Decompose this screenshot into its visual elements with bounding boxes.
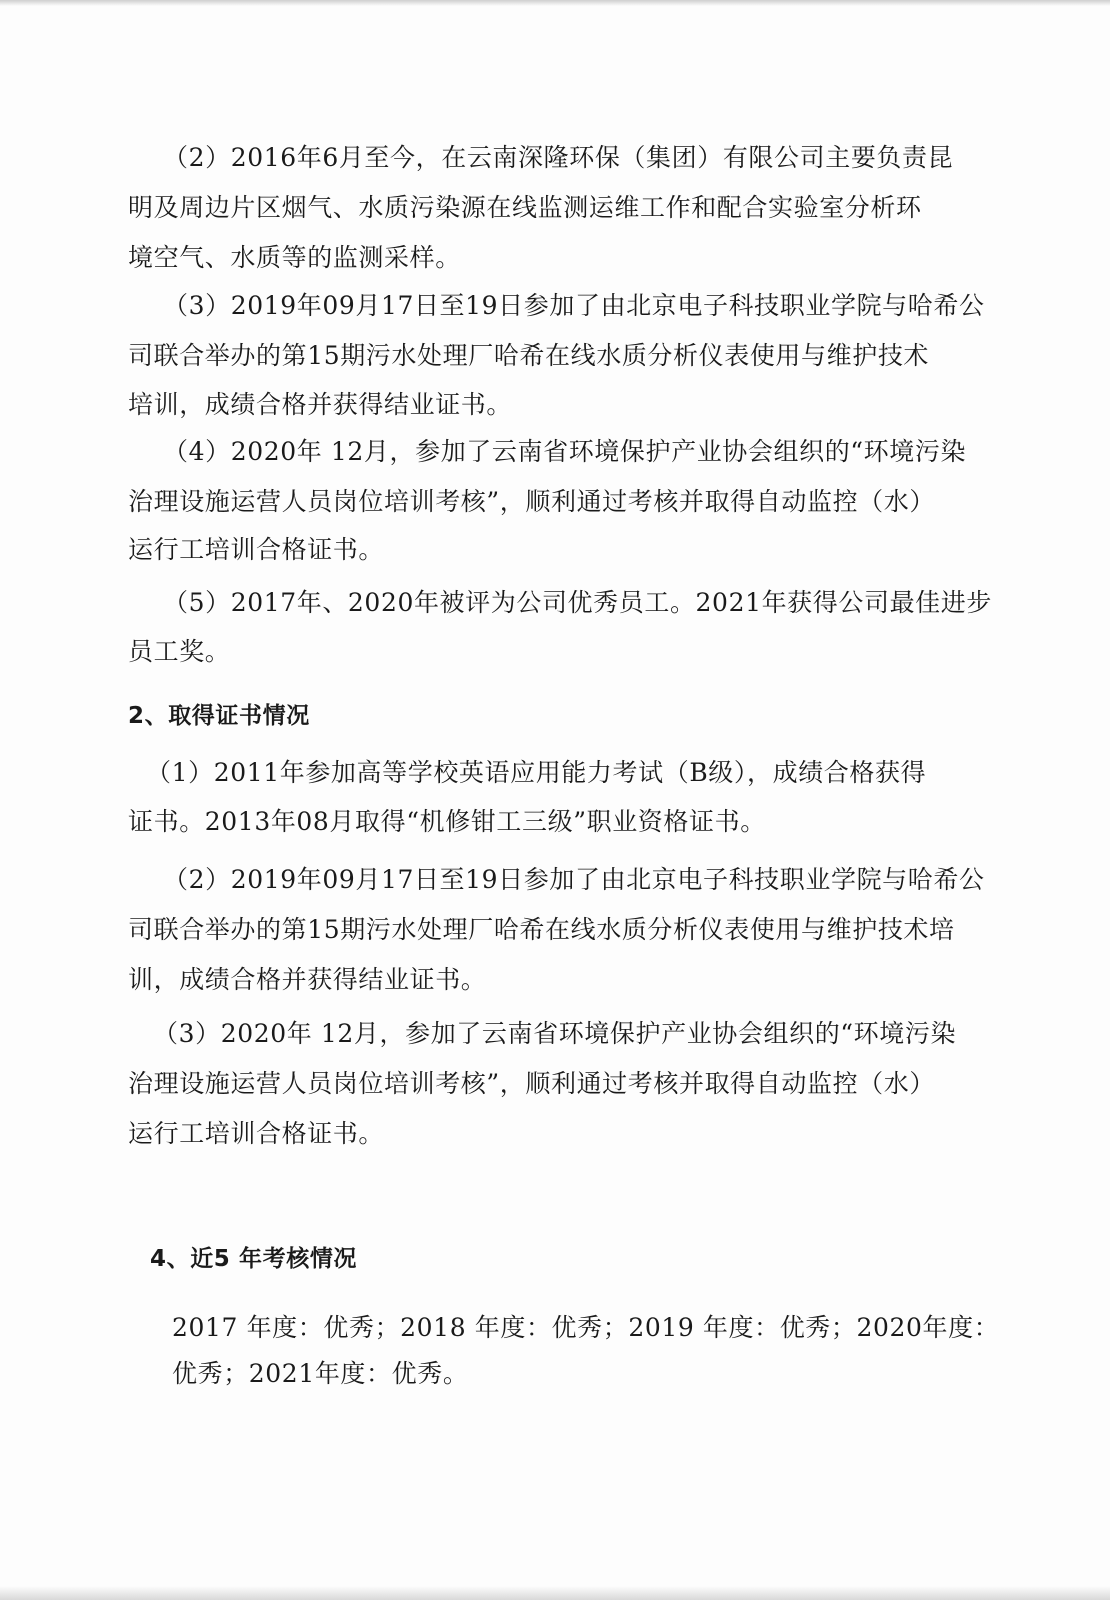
paragraph-line: 运行工培训合格证书。 — [128, 535, 385, 564]
scan-bottom-edge — [0, 1586, 1110, 1600]
paragraph-line: 员工奖。 — [128, 637, 231, 666]
paragraph-line: 司联合举办的第15期污水处理厂哈希在线水质分析仪表使用与维护技术 — [128, 341, 930, 370]
paragraph-line: 司联合举办的第15期污水处理厂哈希在线水质分析仪表使用与维护技术培 — [128, 915, 955, 944]
paragraph-line: （5）2017年、2020年被评为公司优秀员工。2021年获得公司最佳进步 — [163, 588, 992, 617]
paragraph-line: （3）2020年 12月，参加了云南省环境保护产业协会组织的“环境污染 — [153, 1019, 957, 1048]
paragraph-line: 训，成绩合格并获得结业证书。 — [128, 965, 487, 994]
paragraph-line: 运行工培训合格证书。 — [128, 1119, 385, 1148]
paragraph-line: 2017 年度：优秀；2018 年度：优秀；2019 年度：优秀；2020年度： — [172, 1313, 1000, 1342]
paragraph-line: 治理设施运营人员岗位培训考核”，顺利通过考核并取得自动监控（水） — [128, 1069, 935, 1098]
paragraph-line: 证书。2013年08月取得“机修钳工三级”职业资格证书。 — [128, 807, 766, 836]
section-heading-assessment: 4、近5 年考核情况 — [150, 1246, 358, 1272]
paragraph-line: 治理设施运营人员岗位培训考核”，顺利通过考核并取得自动监控（水） — [128, 487, 935, 516]
paragraph-line: 明及周边片区烟气、水质污染源在线监测运维工作和配合实验室分析环 — [128, 193, 922, 222]
paragraph-line: （2）2016年6月至今，在云南深隆环保（集团）有限公司主要负责昆 — [163, 143, 954, 172]
paragraph-line: （3）2019年09月17日至19日参加了由北京电子科技职业学院与哈希公 — [163, 291, 985, 320]
section-heading-certificates: 2、取得证书情况 — [128, 703, 310, 729]
paragraph-line: 培训，成绩合格并获得结业证书。 — [128, 390, 513, 419]
paragraph-line: （4）2020年 12月，参加了云南省环境保护产业协会组织的“环境污染 — [163, 437, 967, 466]
scan-top-edge — [0, 0, 1110, 6]
paragraph-line: （2）2019年09月17日至19日参加了由北京电子科技职业学院与哈希公 — [163, 865, 985, 894]
paragraph-line: 优秀；2021年度：优秀。 — [172, 1359, 469, 1388]
paragraph-line: 境空气、水质等的监测采样。 — [128, 243, 461, 272]
paragraph-line: （1）2011年参加高等学校英语应用能力考试（B级），成绩合格获得 — [146, 758, 927, 787]
